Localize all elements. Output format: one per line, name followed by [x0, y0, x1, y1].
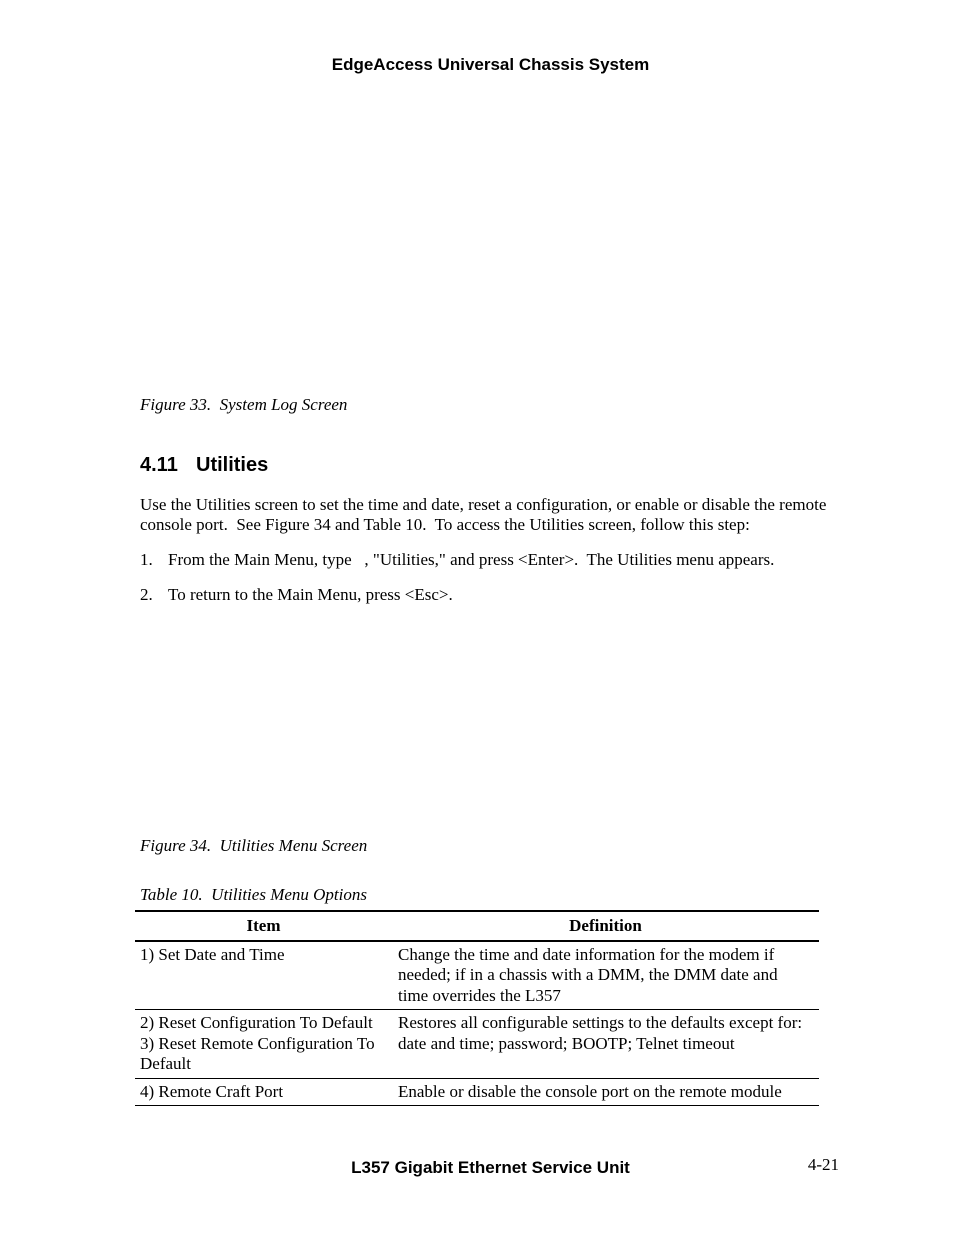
table-row	[135, 1010, 819, 1079]
menu-item-label: 1) Set Date and Time	[140, 944, 285, 964]
table-10-caption: Table 10. Utilities Menu Options	[140, 885, 367, 904]
menu-item-label: 4) Remote Craft Port	[140, 1081, 284, 1101]
step-text: From the Main Menu, type , "Utilities," and press <Enter>. The Utilities menu appears.	[168, 550, 775, 569]
table-row	[135, 941, 819, 1010]
running-footer: L357 Gigabit Ethernet Service Unit	[351, 1158, 630, 1177]
step-item	[140, 550, 841, 570]
figure-34-image-area	[140, 615, 841, 827]
item-cell	[135, 941, 392, 1010]
definition-cell: Change the time and date information for the modem if needed; if in a chassis with a DMM, the DMM date and time overrides the L357	[392, 941, 819, 1010]
step-number: 1.	[140, 550, 153, 569]
item-cell	[135, 1078, 392, 1106]
column-header-definition: Definition	[392, 911, 819, 941]
table-row	[135, 1078, 819, 1106]
intro-paragraph: Use the Utilities screen to set the time and date, reset a configuration, or enable or disable the remote console port. See Figure 34 and Table 10. To access the Utilities screen, follow this step:	[140, 495, 831, 534]
running-header: EdgeAccess Universal Chassis System	[331, 55, 650, 74]
definition-cell: Enable or disable the console port on the remote module	[392, 1078, 819, 1106]
item-cell	[135, 1010, 392, 1079]
figure-33-image-area	[140, 92, 841, 382]
step-number: 2.	[140, 585, 153, 604]
section-heading	[140, 453, 268, 477]
step-item	[140, 585, 841, 605]
step-text: To return to the Main Menu, press <Esc>.	[168, 585, 453, 604]
figure-33-caption: Figure 33. System Log Screen	[140, 395, 348, 414]
section-title: Utilities	[196, 454, 269, 476]
menu-item-label: 3) Reset Remote Configuration To Default	[140, 1033, 375, 1073]
definition-cell: Restores all configurable settings to the defaults except for: date and time; password; BOOTP; Telnet timeout	[392, 1010, 819, 1079]
table-header-row	[135, 911, 819, 941]
column-header-item: Item	[135, 911, 392, 941]
utilities-menu-options-table	[135, 910, 819, 1106]
page-number: 4-21	[807, 1155, 839, 1174]
menu-item-label: 2) Reset Configuration To Default	[140, 1013, 373, 1032]
figure-34-caption: Figure 34. Utilities Menu Screen	[140, 836, 368, 855]
section-number: 4.11	[140, 454, 178, 476]
